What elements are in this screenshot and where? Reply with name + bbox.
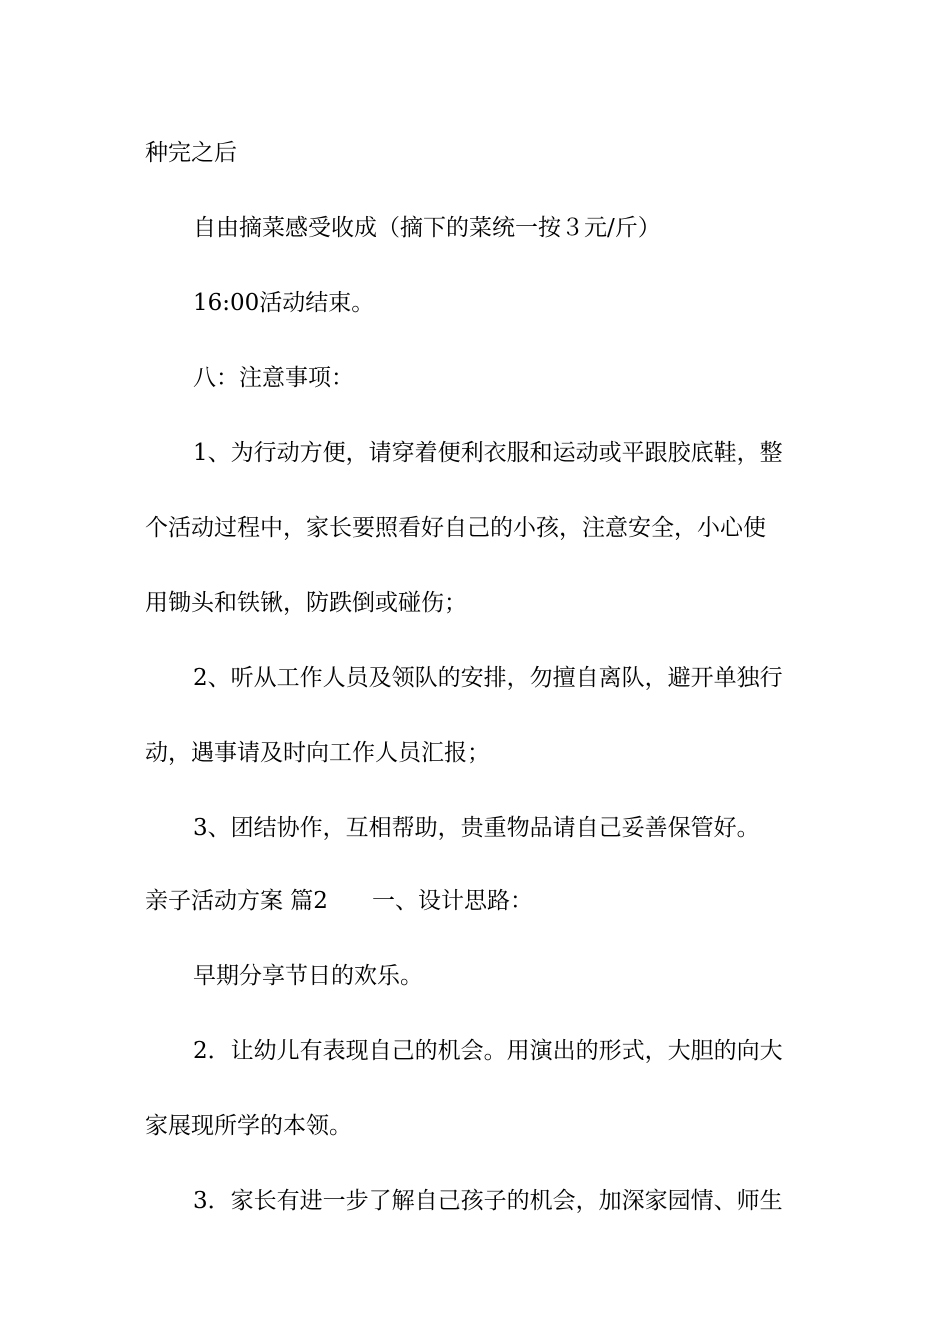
paragraph-line: 1、为行动方便，请穿着便利衣服和运动或平跟胶底鞋，整 xyxy=(193,440,783,466)
section-subtitle: 一、设计思路： xyxy=(371,888,533,914)
paragraph-line: 2、听从工作人员及领队的安排，勿擅自离队，避开单独行 xyxy=(193,665,783,691)
paragraph-line: 3、团结协作，互相帮助，贵重物品请自己妥善保管好。 xyxy=(193,815,760,841)
section-heading xyxy=(0,886,950,916)
paragraph-line: 16:00活动结束。 xyxy=(193,290,375,316)
paragraph-line: 用锄头和铁锹，防跌倒或碰伤； xyxy=(145,590,467,616)
paragraph-line: 2．让幼儿有表现自己的机会。用演出的形式，大胆的向大 xyxy=(193,1038,783,1064)
paragraph-line: 早期分享节日的欢乐。 xyxy=(193,963,423,989)
section-heading-notes: 八：注意事项： xyxy=(193,365,354,391)
paragraph-line: 自由摘菜感受收成（摘下的菜统一按３元/斤） xyxy=(193,215,661,241)
paragraph-line: 种完之后 xyxy=(145,140,237,166)
paragraph-line: 个活动过程中，家长要照看好自己的小孩，注意安全，小心使 xyxy=(145,515,766,541)
paragraph-line: 3．家长有进一步了解自己孩子的机会，加深家园情、师生 xyxy=(193,1188,783,1214)
paragraph-line: 家展现所学的本领。 xyxy=(145,1113,352,1139)
paragraph-line: 动，遇事请及时向工作人员汇报； xyxy=(145,740,490,766)
section-title: 亲子活动方案 篇2 xyxy=(145,888,328,914)
